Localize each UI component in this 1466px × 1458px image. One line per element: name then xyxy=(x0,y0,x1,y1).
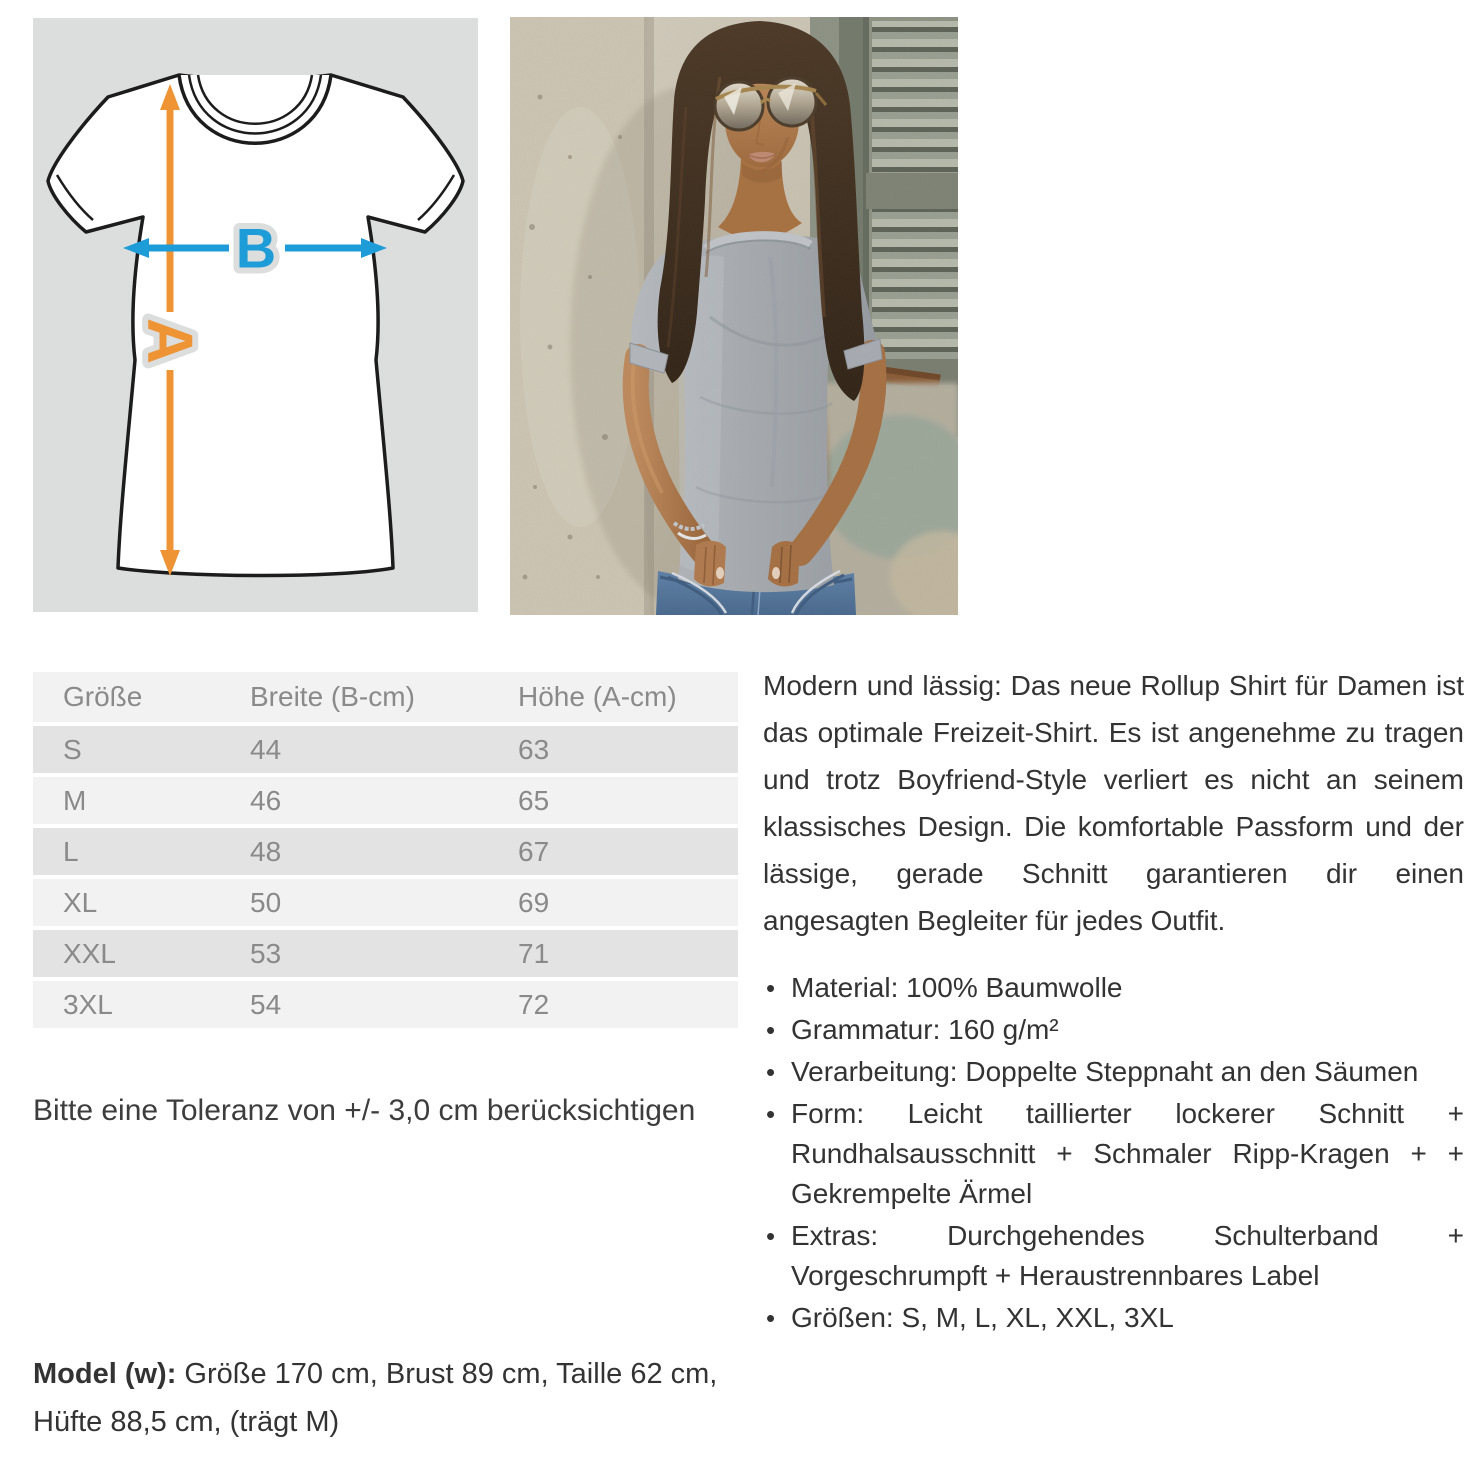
hoehe-cell: 63 xyxy=(518,733,550,765)
size-table-header-row xyxy=(33,672,738,722)
size-cell: 3XL xyxy=(63,988,113,1020)
model-photo xyxy=(510,17,958,615)
size-table xyxy=(33,672,738,1032)
tshirt-outline xyxy=(48,75,463,576)
hoehe-cell: 67 xyxy=(518,835,550,867)
size-cell: S xyxy=(63,733,82,765)
breite-cell: 50 xyxy=(250,886,282,918)
photo-grain xyxy=(510,17,958,615)
tshirt-measurement-diagram xyxy=(33,18,478,612)
hoehe-cell: 65 xyxy=(518,784,550,816)
breite-cell: 44 xyxy=(250,733,282,765)
table-row-m xyxy=(33,777,738,824)
model-info-label: Model (w): xyxy=(33,1358,177,1390)
breite-cell: 54 xyxy=(250,988,282,1020)
table-row-s xyxy=(33,726,738,773)
model-info xyxy=(33,1350,763,1446)
table-row-xxl xyxy=(33,930,738,977)
feature-groessen: • Größen: S, M, L, XL, XXL, 3XL xyxy=(763,1298,1464,1338)
hoehe-cell: 71 xyxy=(518,937,550,969)
breite-cell: 53 xyxy=(250,937,282,969)
column-header-groesse: Größe xyxy=(63,681,143,712)
model-info-text: Größe 170 cm, Brust 89 cm, Taille 62 cm, Hüfte 88,5 cm, (trägt M) xyxy=(33,1358,718,1438)
breite-cell: 48 xyxy=(250,835,282,867)
breite-cell: 46 xyxy=(250,784,282,816)
size-cell: XXL xyxy=(63,937,116,969)
measurement-label-b: B xyxy=(235,216,277,280)
column-header-breite: Breite (B-cm) xyxy=(250,681,415,712)
feature-extras: • Extras: Durchgehendes Schulterband + Vorgeschrumpft + Heraustrennbares Label xyxy=(763,1216,1464,1296)
size-cell: M xyxy=(63,784,87,816)
size-cell: XL xyxy=(63,886,98,918)
hoehe-cell: 69 xyxy=(518,886,550,918)
size-diagram-panel xyxy=(33,18,478,612)
tolerance-note: Bitte eine Toleranz von +/- 3,0 cm berücksichtigen xyxy=(33,1094,696,1127)
feature-material: • Material: 100% Baumwolle xyxy=(763,968,1464,1008)
model-photo-illustration xyxy=(510,17,958,615)
feature-grammatur: • Grammatur: 160 g/m² xyxy=(763,1010,1464,1050)
feature-verarbeitung: • Verarbeitung: Doppelte Steppnaht an den Säumen xyxy=(763,1052,1464,1092)
product-description-column xyxy=(763,662,1464,1340)
size-cell: L xyxy=(63,835,79,867)
feature-list xyxy=(763,968,1464,1338)
hoehe-cell: 72 xyxy=(518,988,550,1020)
table-row-l xyxy=(33,828,738,875)
measurement-label-a: A xyxy=(134,317,206,365)
table-row-3xl xyxy=(33,981,738,1028)
product-description: Modern und lässig: Das neue Rollup Shirt für Damen ist das optimale Freizeit-Shirt. Es ist angenehme zu tragen und trotz Boyfriend-Style verliert es nicht an seinem klassisches Design. Die komfortable Passform und der lässige, gerade Schnitt garantieren dir einen angesagten Begleiter für jedes Outfit. xyxy=(763,670,1464,936)
column-header-hoehe: Höhe (A-cm) xyxy=(518,681,677,712)
feature-form: • Form: Leicht taillierter lockerer Schnitt + Rundhalsausschnitt + Schmaler Ripp-Kragen + + Gekrempelte Ärmel xyxy=(763,1094,1464,1214)
table-row-xl xyxy=(33,879,738,926)
